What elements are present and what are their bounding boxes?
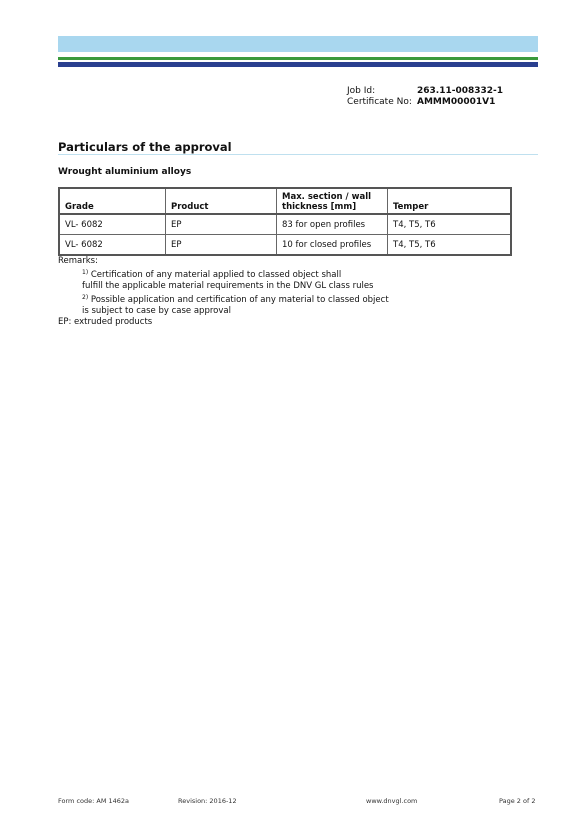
footer-page-number: Page 2 of 2 — [499, 797, 536, 805]
remarks-heading: Remarks: — [58, 256, 98, 266]
job-id-label: Job Id: — [347, 86, 376, 96]
section-divider — [58, 154, 538, 155]
approval-table — [58, 187, 512, 256]
remark-note-1 — [58, 267, 389, 281]
cell-max-section: 10 for closed profiles — [277, 235, 388, 256]
cell-temper: T4, T5, T6 — [388, 214, 512, 235]
certificate-number-label: Certificate No: — [347, 97, 412, 107]
header-grade: Grade — [59, 188, 166, 214]
footer-website[interactable]: www.dnvgl.com — [366, 797, 418, 805]
header-product: Product — [166, 188, 277, 214]
cell-grade: VL- 6082 — [59, 235, 166, 256]
note-text: Certification of any material applied to classed object shall — [90, 270, 342, 280]
remark-note-2 — [58, 292, 389, 306]
header-max-section: Max. section / wall thickness [mm] — [277, 188, 388, 214]
table-row — [59, 214, 511, 235]
section-title: Particulars of the approval — [58, 140, 232, 154]
certificate-number-value: AMMM00001V1 — [417, 97, 496, 107]
abbreviation-note: EP: extruded products — [58, 317, 153, 327]
header-sky-band — [58, 36, 538, 52]
header-navy-band — [58, 62, 538, 67]
note-marker: 1) — [82, 269, 89, 276]
job-id-value: 263.11-008332-1 — [417, 86, 504, 96]
cell-grade: VL- 6082 — [59, 214, 166, 235]
table-row — [59, 235, 511, 256]
cell-product: EP — [166, 235, 277, 256]
footer-revision: Revision: 2016-12 — [178, 797, 237, 805]
cell-temper: T4, T5, T6 — [388, 235, 512, 256]
certificate-ids — [347, 86, 503, 108]
remarks-block — [58, 256, 389, 328]
cell-max-section: 83 for open profiles — [277, 214, 388, 235]
cell-product: EP — [166, 214, 277, 235]
header-temper: Temper — [388, 188, 512, 214]
subsection-title: Wrought aluminium alloys — [58, 167, 192, 177]
table-header-row — [59, 188, 511, 214]
footer-form-code: Form code: AM 1462a — [58, 797, 130, 805]
note-marker: 2) — [82, 294, 89, 301]
note-text: Possible application and certification of any material to classed object — [90, 295, 389, 305]
note-text-continued: is subject to case by case approval — [82, 306, 231, 316]
header-green-band — [58, 57, 538, 60]
note-text-continued: fulfill the applicable material requirements in the DNV GL class rules — [82, 281, 374, 291]
